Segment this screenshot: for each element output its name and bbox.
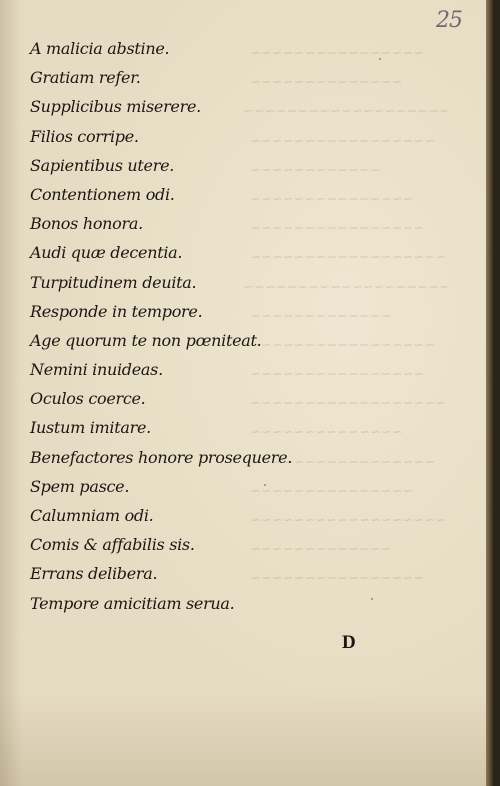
maxim-line: Sapientibus utere. [30, 155, 175, 175]
show-through-line: ~~~~~~~~~~~~~~~~~~ [250, 250, 447, 266]
show-through-line: ~~~~~~~~~~~~~~~~~~~ [243, 279, 450, 295]
maxim-line: Nemini inuideas. [30, 360, 163, 380]
maxim-line: Gratiam refer. [30, 68, 141, 88]
page-edge [486, 0, 493, 786]
maxim-line: Tempore amicitiam serua. [30, 593, 235, 613]
maxim-line: A malicia abstine. [30, 39, 170, 58]
maxim-line: Supplicibus miserere. [30, 97, 201, 117]
show-through-line: ~~~~~~~~~~~~~~~~~ [250, 454, 436, 470]
ink-speck [264, 484, 266, 486]
show-through-line: ~~~~~~~~~~~~~~~~ [250, 221, 425, 237]
maxims-list [30, 34, 292, 618]
maxim-line: Calumniam odi. [30, 506, 154, 525]
maxim-line: Spem pasce. [30, 476, 130, 496]
show-through-line: ~~~~~~~~~~~~~~~~ [250, 46, 425, 61]
maxim-line: Turpitudinem deuita. [30, 272, 197, 292]
signature-mark: D [342, 632, 356, 653]
maxim-line: Errans delibera. [30, 564, 158, 584]
maxim-line: Bonos honora. [30, 214, 143, 234]
ink-speck [371, 598, 373, 600]
show-through-line: ~~~~~~~~~~~~~~~ [250, 191, 414, 207]
maxim-line: Age quorum te non pœniteat. [30, 330, 262, 350]
maxim-line: Audi quæ decentia. [30, 243, 183, 263]
page-number: 25 [436, 8, 462, 33]
show-through-line: ~~~~~~~~~~~~~~~~~~ [250, 513, 447, 528]
show-through-line: ~~~~~~~~~~~~~~~~~~ [250, 396, 447, 412]
show-through-line: ~~~~~~~~~~~~~~~~~~~ [243, 104, 450, 120]
maxim-line: Benefactores honore prosequere. [30, 447, 293, 467]
show-through-line: ~~~~~~~~~~~~~~~~~ [250, 337, 436, 353]
maxim-line: Responde in tempore. [30, 301, 203, 321]
show-through-line: ~~~~~~~~~~~~~ [250, 308, 392, 324]
maxim-line: Comis & affabilis sis. [30, 535, 195, 555]
maxim-line: Iustum imitare. [30, 418, 151, 438]
show-through-line: ~~~~~~~~~~~~~~~~~ [250, 133, 436, 149]
show-through-line: ~~~~~~~~~~~~~~ [250, 75, 403, 91]
maxim-line: Contentionem odi. [30, 184, 175, 204]
ink-speck [379, 58, 381, 60]
show-through-line: ~~~~~~~~~~~~~~~~ [250, 367, 425, 383]
show-through-line: ~~~~~~~~~~~~ [250, 162, 381, 178]
show-through-line: ~~~~~~~~~~~~~ [250, 542, 392, 558]
maxim-line: Filios corripe. [30, 126, 139, 146]
show-through-line: ~~~~~~~~~~~~~~~ [250, 483, 414, 499]
maxim-line: Oculos coerce. [30, 389, 146, 409]
show-through-line: ~~~~~~~~~~~~~~~~ [250, 571, 425, 587]
show-through-line: ~~~~~~~~~~~~~~ [250, 425, 403, 441]
